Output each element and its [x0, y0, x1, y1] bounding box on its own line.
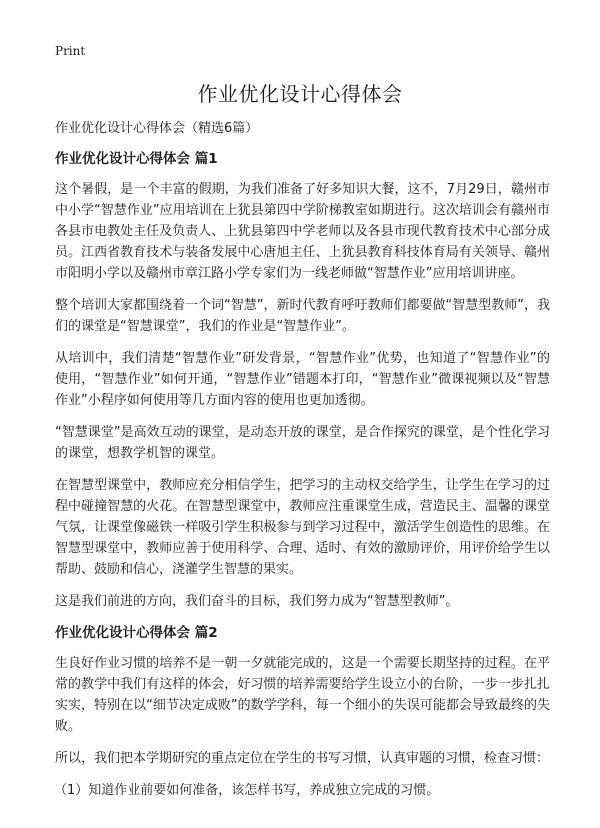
section-heading-2: 作业优化设计心得体会 篇2	[55, 625, 218, 641]
paragraph: 这个暑假，是一个丰富的假期，为我们准备了好多知识大餐，这不，7月29日，赣州市中小学“智慧作业”应用培训在上犹县第四中学阶梯教室如期进行。这次培训会有赣州市各县市电教处主任及负责人、上犹县第四中学老师以及各县市现代教育技术中心部分成员。江西省教育技术与装备发展中心唐旭主任、上犹县教育科技体育局有关领导、赣州市阳明小学以及赣州市章江路小学专家们为一线老师做“智慧作业”应用培训讲座。	[55, 182, 550, 281]
print-link[interactable]: Print	[55, 44, 86, 58]
paragraph: 所以，我们把本学期研究的重点定位在学生的书写习惯，认真审题的习惯，检查习惯：	[55, 751, 550, 766]
paragraph: 整个培训大家都围绕着一个词“智慧”，新时代教育呼吁教师们都要做“智慧型教师”，我们的课堂是“智慧课堂”，我们的作业是“智慧作业”。	[55, 298, 550, 334]
paragraph: 在智慧型课堂中，教师应充分相信学生，把学习的主动权交给学生，让学生在学习的过程中碰撞智慧的火花。在智慧型课堂中，教师应注重课堂生成，营造民主、温馨的课堂气氛，让课堂像磁铁一样吸引学生积极参与到学习过程中，激活学生创造性的思维。在智慧型课堂中，教师应善于使用科学、合理、适时、有效的激励评价，用评价给学生以帮助、鼓励和信心，浇灌学生智慧的果实。	[55, 478, 550, 577]
paragraph: 生良好作业习惯的培养不是一朝一夕就能完成的，这是一个需要长期坚持的过程。在平常的教学中我们有这样的体会，好习惯的培养需要给学生设立小的台阶，一步一步扎扎实实，特别在以“细节决定成败”的数学学科，每一个细小的失误可能都会导致最终的失败。	[55, 656, 550, 734]
section-heading-1: 作业优化设计心得体会 篇1	[55, 151, 218, 167]
list-item: （1）知道作业前要如何准备，该怎样书写，养成独立完成的习惯。	[54, 783, 440, 798]
paragraph: “智慧课堂”是高效互动的课堂，是动态开放的课堂，是合作探究的课堂，是个性化学习的课堂，想教学机智的课堂。	[55, 425, 550, 461]
page-title: 作业优化设计心得体会	[197, 82, 403, 106]
paragraph: 这是我们前进的方向，我们奋斗的目标，我们努力成为“智慧型教师”。	[55, 594, 459, 609]
document-body	[55, 118, 550, 809]
paragraph: 从培训中，我们清楚“智慧作业”研发背景，“智慧作业”优势，也知道了“智慧作业”的使用，“智慧作业”如何开通，“智慧作业”错题本打印，“智慧作业”微课视频以及“智慧作业”小程序如何使用等几方面内容的使用也更加透彻。	[55, 351, 550, 408]
document-subtitle: 作业优化设计心得体会（精选6篇）	[55, 121, 259, 136]
